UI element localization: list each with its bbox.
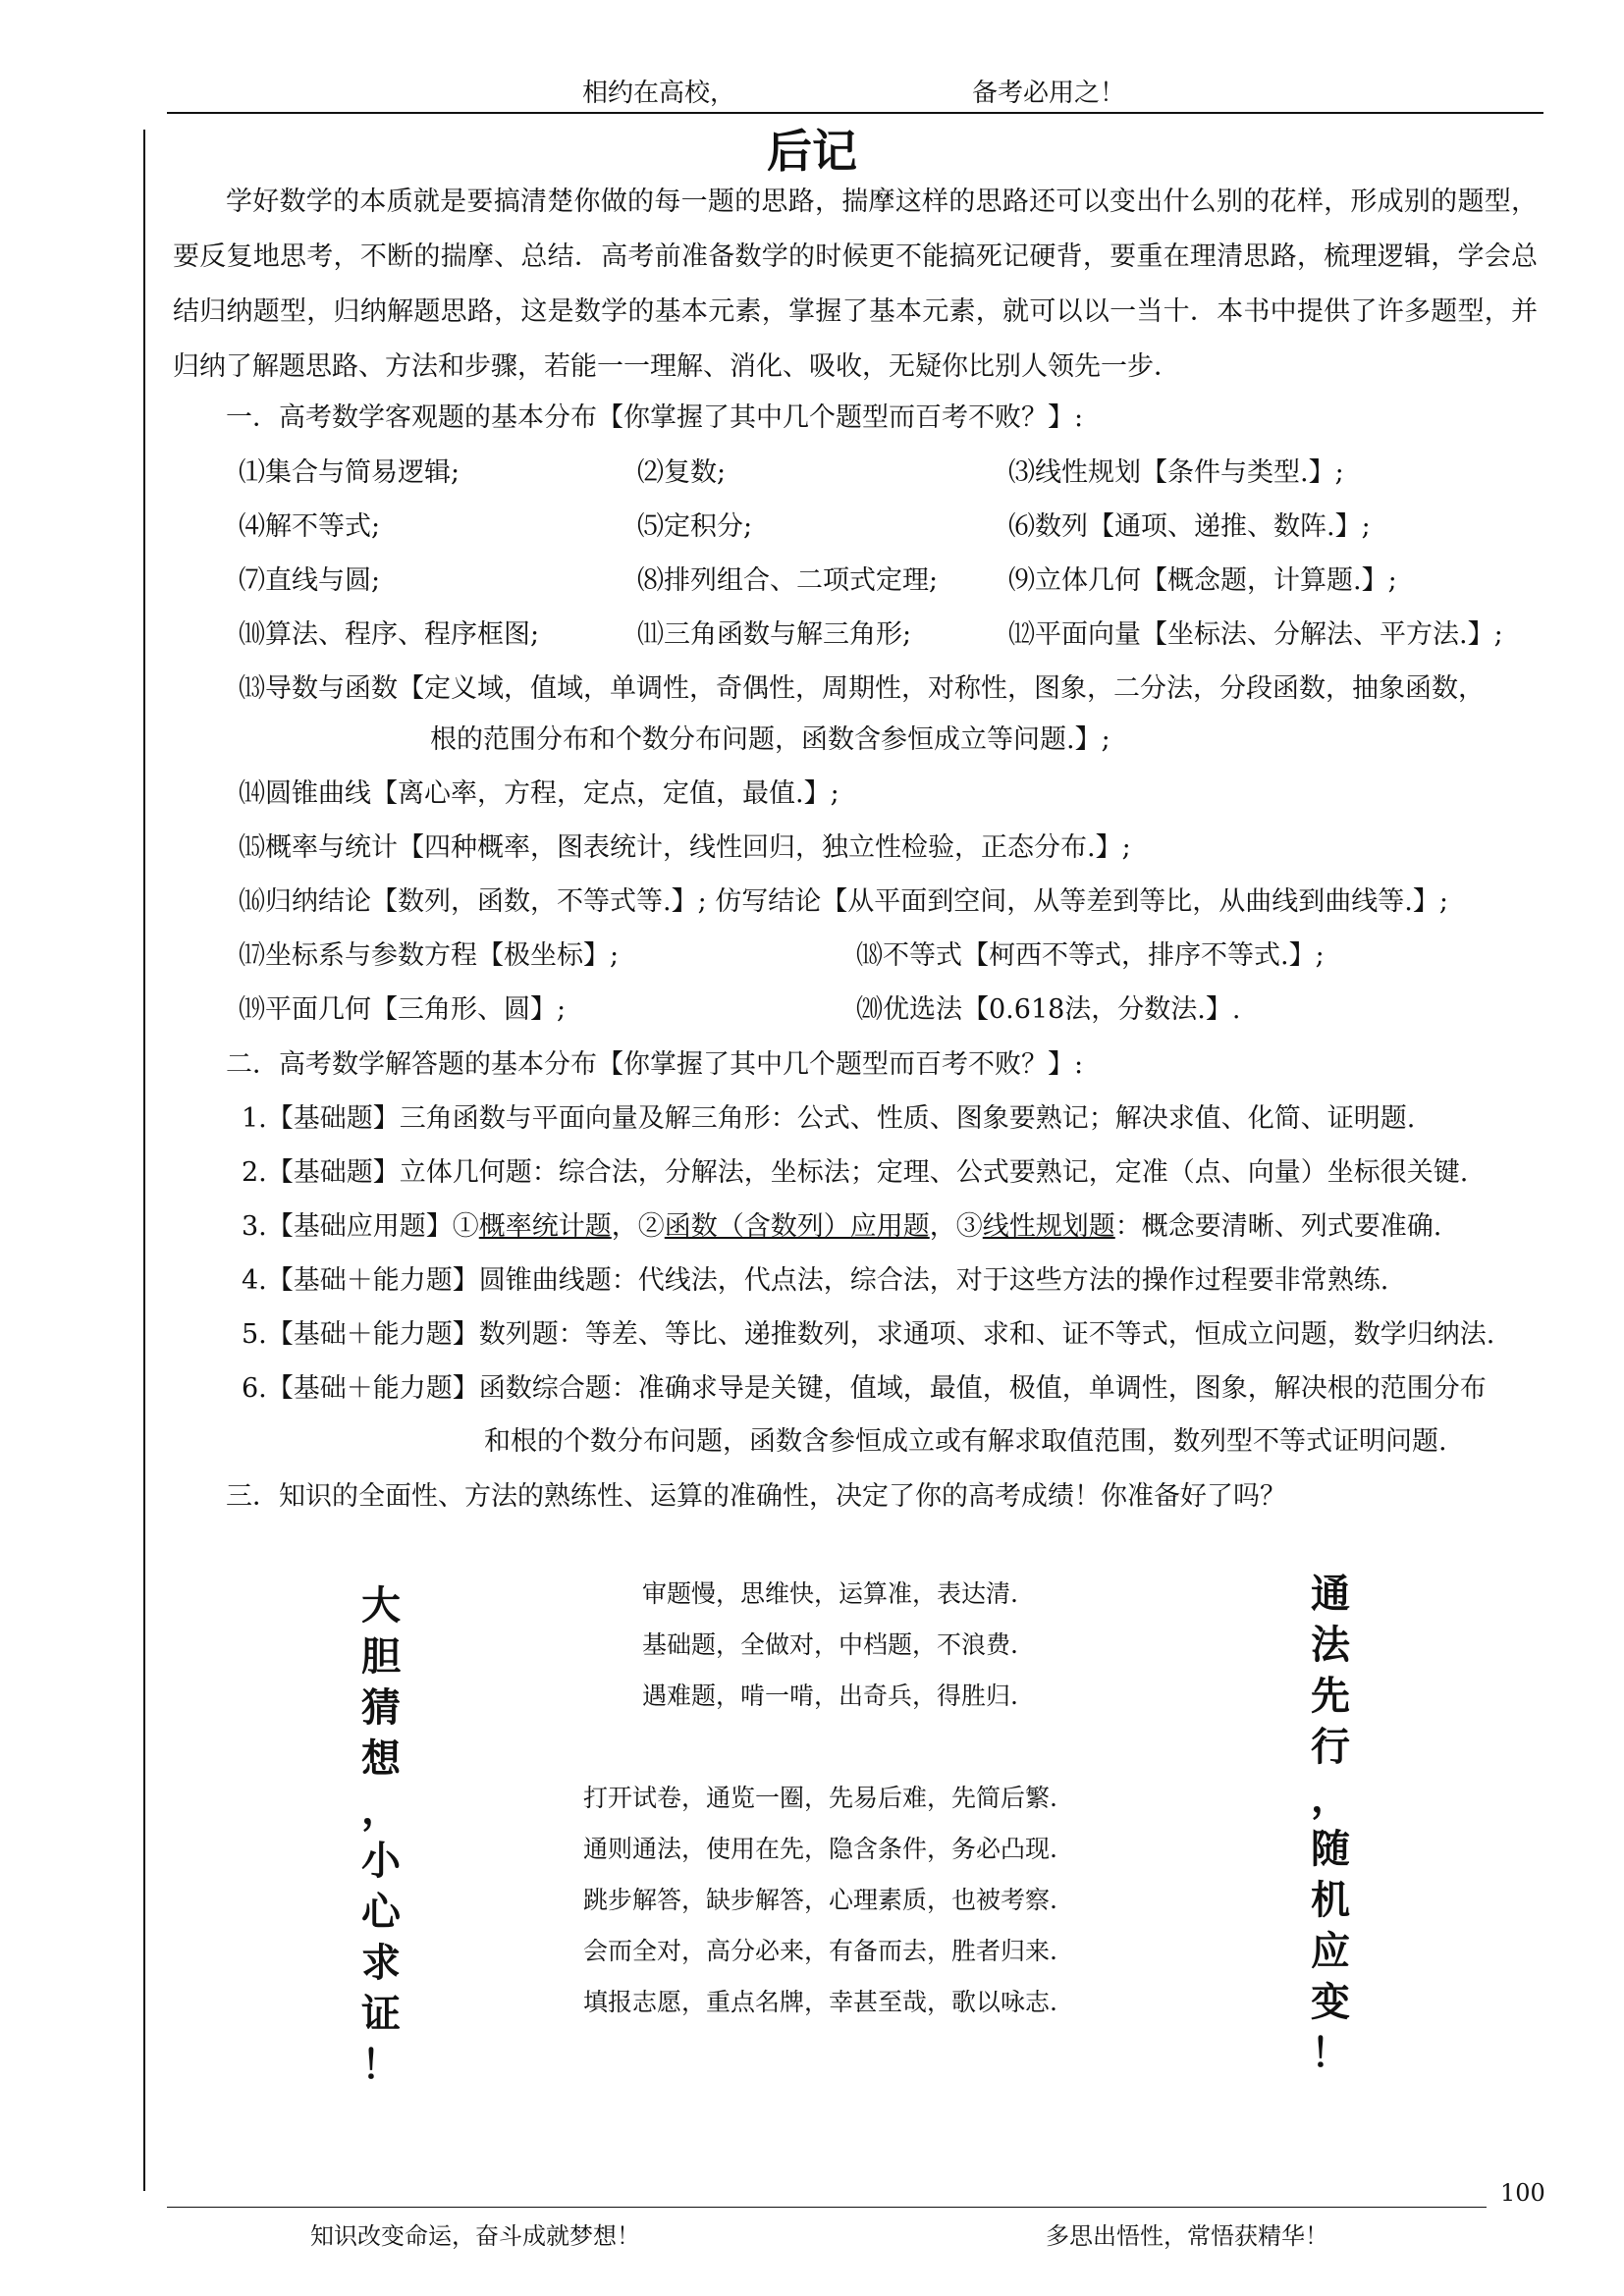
objective-item: ⑾三角函数与解三角形; (637, 619, 912, 650)
objective-item: ⑼立体几何【概念题，计算题.】; (1008, 565, 1397, 596)
footer-left-text: 知识改变命运，奋斗成就梦想！ (310, 2222, 640, 2250)
objective-item: ⒅不等式【柯西不等式，排序不等式.】; (856, 940, 1325, 971)
answer-item: 2.【基础题】立体几何题：综合法，分解法，坐标法；定理、公式要熟记，定准（点、向量）坐标很关键. (242, 1157, 1469, 1188)
poem-line: 打开试卷，通览一圈，先易后难，先简后繁. (583, 1784, 1057, 1812)
answer-item-sep: ，② (611, 1211, 665, 1242)
left-vertical-motto: 大 胆 猜 想 ， 小 心 求 证 ！ (361, 1582, 401, 2088)
objective-item: ⒄坐标系与参数方程【极坐标】; (239, 940, 620, 971)
objective-item: ⑹数列【通项、递推、数阵.】; (1008, 511, 1371, 542)
answer-item-suffix: ：概念要清晰、列式要准确. (1114, 1211, 1442, 1242)
poem-line: 跳步解答，缺步解答，心理素质，也被考察. (583, 1886, 1057, 1914)
objective-item: ⑺直线与圆; (239, 565, 381, 596)
footer-rule (167, 2207, 1487, 2208)
footer-right-text: 多思出悟性，常悟获精华！ (1046, 2222, 1328, 2250)
objective-item: ⑴集合与简易逻辑; (239, 457, 460, 488)
intro-paragraph: 学好数学的本质就是要搞清楚你做的每一题的思路，揣摩这样的思路还可以变出什么别的花样，形成别的题型，要反复地思考，不断的揣摩、总结．高考前准备数学的时候更不能搞死记硬背，要重在理清思路，梳理逻辑，学会总结归纳题型，归纳解题思路，这是数学的基本元素，掌握了基本元素，就可以以一当十．本书中提供了许多题型，并归纳了解题思路、方法和步骤，若能一一理解、消化、吸收，无疑你比别人领先一步． (173, 187, 1538, 382)
poem-line: 审题慢，思维快，运算准，表达清. (642, 1579, 1018, 1608)
underlined-topic: 概率统计题 (478, 1211, 612, 1242)
objective-item: ⑷解不等式; (239, 511, 381, 542)
objective-item: ⑽算法、程序、程序框图; (239, 619, 540, 650)
header-left-text: 相约在高校， (582, 79, 736, 108)
objective-item: ⑸定积分; (637, 511, 753, 542)
answer-item: 6.【基础＋能力题】函数综合题：准确求导是关键，值域，最值，极值，单调性，图象，解决根的范围分布 (242, 1373, 1487, 1404)
underlined-topic: 函数（含数列）应用题 (664, 1211, 930, 1242)
poem-line: 会而全对，高分必来，有备而去，胜者归来. (583, 1937, 1057, 1965)
poem-line: 基础题，全做对，中档题，不浪费. (642, 1630, 1018, 1659)
answer-item-continued: 和根的个数分布问题，函数含参恒成立或有解求取值范围，数列型不等式证明问题. (484, 1426, 1447, 1457)
objective-item: ⑵复数; (637, 457, 727, 488)
page-number: 100 (1500, 2179, 1545, 2207)
poem-line: 通则通法，使用在先，隐含条件，务必凸现. (583, 1835, 1057, 1863)
objective-item: ⒆平面几何【三角形、圆】; (239, 994, 567, 1025)
poem-line: 填报志愿，重点名牌，幸甚至哉，歌以咏志. (583, 1988, 1057, 2016)
section2-heading: 二．高考数学解答题的基本分布【你掌握了其中几个题型而百考不败？】: (226, 1049, 1084, 1080)
objective-item: ⒁圆锥曲线【离心率，方程，定点，定值，最值.】; (239, 778, 839, 809)
section1-heading: 一．高考数学客观题的基本分布【你掌握了其中几个题型而百考不败？】: (226, 402, 1084, 433)
header-rule (167, 112, 1543, 114)
answer-item: 4.【基础＋能力题】圆锥曲线题：代线法，代点法，综合法，对于这些方法的操作过程要非常熟练. (242, 1265, 1389, 1296)
answer-item: 5.【基础＋能力题】数列题：等差、等比、递推数列，求通项、求和、证不等式，恒成立问题，数学归纳法. (242, 1319, 1495, 1350)
header-right-text: 备考必用之！ (972, 79, 1126, 108)
right-vertical-motto: 通 法 先 行 ， 随 机 应 变 ！ (1311, 1571, 1350, 2076)
underlined-topic: 线性规划题 (982, 1211, 1115, 1242)
objective-item: ⒇优选法【0.618法，分数法.】. (856, 994, 1241, 1025)
objective-item: ⑿平面向量【坐标法、分解法、平方法.】; (1008, 619, 1503, 650)
answer-item-prefix: 3.【基础应用题】① (242, 1211, 479, 1242)
objective-item-continued: 根的范围分布和个数分布问题，函数含参恒成立等问题.】; (430, 724, 1110, 755)
page-title: 后记 (767, 125, 857, 178)
objective-item: ⒂概率与统计【四种概率，图表统计，线性回归，独立性检验，正态分布.】; (239, 832, 1131, 863)
poem-line: 遇难题，啃一啃，出奇兵，得胜归. (642, 1682, 1018, 1710)
objective-item: ⑻排列组合、二项式定理; (637, 565, 939, 596)
objective-item: ⒃归纳结论【数列，函数，不等式等.】; 仿写结论【从平面到空间，从等差到等比，从曲线到曲线等.】; (239, 886, 1448, 917)
objective-item: ⑶线性规划【条件与类型.】; (1008, 457, 1344, 488)
answer-item (242, 1204, 1441, 1243)
left-margin-rule (143, 130, 145, 2191)
objective-item: ⒀导数与函数【定义域，值域，单调性，奇偶性，周期性，对称性，图象，二分法，分段函数，抽象函数， (239, 673, 1485, 704)
answer-item-sep: ，③ (929, 1211, 983, 1242)
answer-item: 1.【基础题】三角函数与平面向量及解三角形：公式、性质、图象要熟记；解决求值、化简、证明题. (242, 1103, 1416, 1134)
section3-text: 三．知识的全面性、方法的熟练性、运算的准确性，决定了你的高考成绩！你准备好了吗？ (226, 1481, 1286, 1512)
